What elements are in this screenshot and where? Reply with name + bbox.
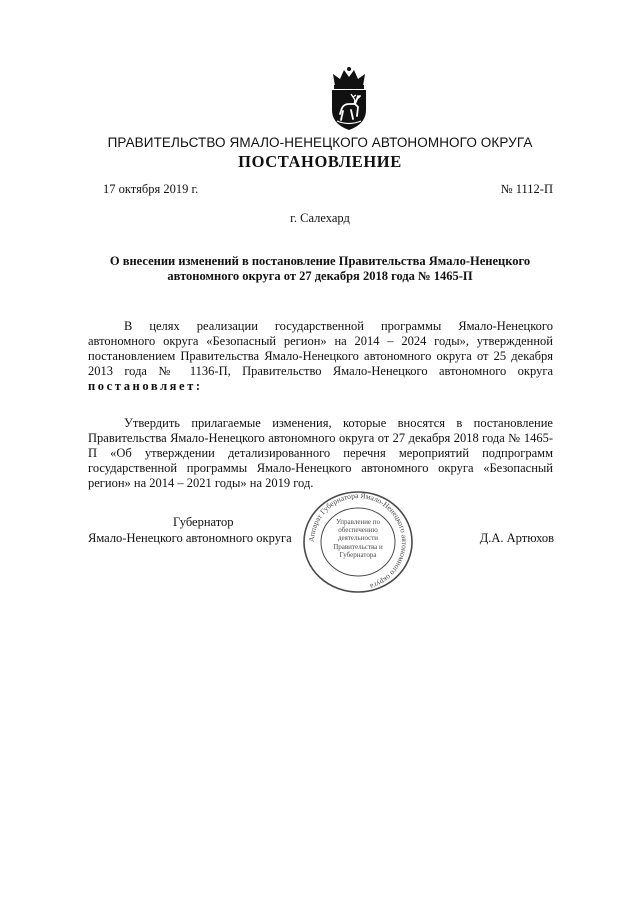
document-title: О внесении изменений в постановление Правительства Ямало-Ненецкого автономного округа от 27 декабря 2018 года № 1465-П	[109, 254, 531, 283]
document-city: г. Салехард	[290, 211, 350, 225]
yamal-coat-of-arms-icon	[327, 66, 371, 132]
stamp-center-text: Управление по обеспечению деятельности Правительства и Губернатора	[333, 518, 383, 559]
document-date: 17 октября 2019 г.	[103, 182, 199, 196]
resolves-keyword: постановляет:	[88, 379, 203, 394]
body-paragraph-1	[88, 319, 553, 395]
official-round-stamp-icon	[300, 490, 416, 595]
paragraph-1-text: В целях реализации государственной программы Ямало-Ненецкого автономного округа «Безопасный регион» на 2014 – 2024 годы», утвержденной постановлением Правительства Ямало-Ненецкого автономного округа от 25 декабря 2013 года № 1136-П, Правительство Ямало-Ненецкого автономного округа	[88, 318, 553, 379]
signatory-organization: Ямало-Ненецкого автономного округа	[88, 531, 292, 545]
signatory-title: Губернатор	[173, 515, 234, 529]
document-number: № 1112-П	[500, 182, 553, 196]
document-type-heading: ПОСТАНОВЛЕНИЕ	[238, 152, 402, 171]
organization-heading: ПРАВИТЕЛЬСТВО ЯМАЛО-НЕНЕЦКОГО АВТОНОМНОГО ОКРУГА	[107, 135, 533, 150]
body-paragraph-2: Утвердить прилагаемые изменения, которые вносятся в постановление Правительства Ямало-Ненецкого автономного округа от 27 декабря 2018 года № 1465-П «Об утверждении детализированного перечня мероприятий подпрограмм государственной программы Ямало-Ненецкого автономного округа «Безопасный регион» на 2014 – 2021 годы» на 2019 год.	[88, 415, 553, 491]
signatory-name: Д.А. Артюхов	[479, 531, 554, 545]
stamp-ring-text: Аппарат Губернатора Ямало-Ненецкого автономного округа	[306, 490, 410, 592]
